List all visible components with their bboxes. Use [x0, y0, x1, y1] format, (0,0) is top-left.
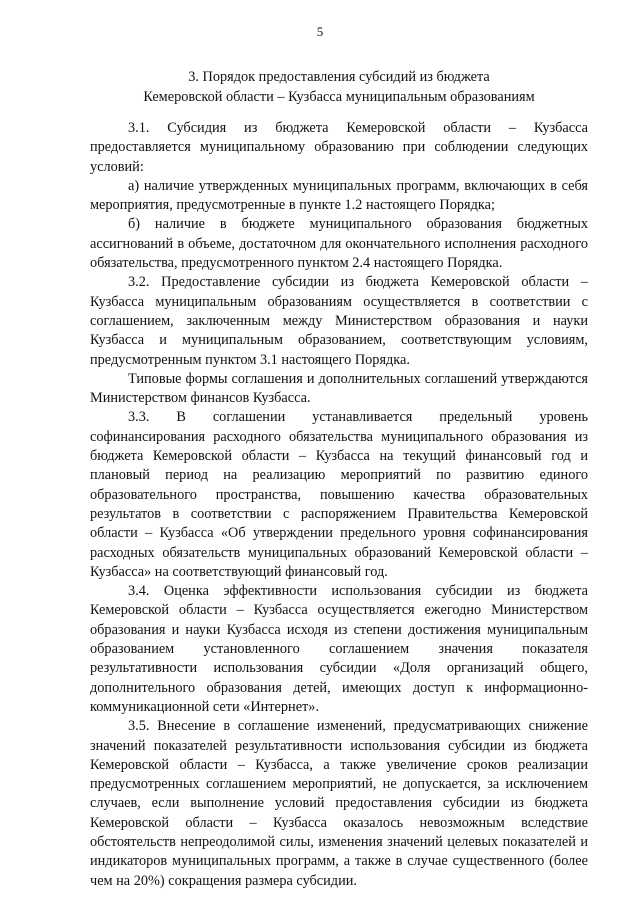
paragraph-3-1-b: б) наличие в бюджете муниципального образования бюджетных ассигнований в объеме, достаточном для окончательного исполнения расходного обязательства, предусмотренного пунктом 2.4 настоящего Порядка.: [90, 216, 588, 272]
document-body: [90, 119, 588, 891]
section-title: [90, 68, 588, 107]
section-title-line-1: 3. Порядок предоставления субсидий из бюджета: [188, 69, 490, 85]
paragraph-3-4: 3.4. Оценка эффективности использования субсидии из бюджета Кемеровской области – Кузбасса осуществляется ежегодно Министерством образования и науки Кузбасса исходя из степени достижения муниципальным образованием установленного соглашением значения показателя результативности использования субсидии «Доля организаций общего, дополнительного образования детей, имеющих доступ к информационно-коммуникационной сети «Интернет».: [90, 583, 588, 715]
paragraph-3-1: 3.1. Субсидия из бюджета Кемеровской области – Кузбасса предоставляется муниципальному образованию при соблюдении следующих условий:: [90, 120, 588, 175]
paragraph-3-2-forms: Типовые формы соглашения и дополнительных соглашений утверждаются Министерством финансов Кузбасса.: [90, 370, 588, 407]
paragraph-3-2: 3.2. Предоставление субсидии из бюджета Кемеровской области – Кузбасса муниципальным образованиям осуществляется в соответствии с соглашением, заключенным между Министерством образования и науки Кузбасса и муниципальным образованием, соответствующим условиям, предусмотренным пунктом 3.1 настоящего Порядка.: [90, 274, 588, 368]
section-title-line-2: Кемеровской области – Кузбасса муниципальным образованиям: [143, 88, 535, 105]
paragraph-3-5: 3.5. Внесение в соглашение изменений, предусматривающих снижение значений показателей результативности использования субсидии из бюджета Кемеровской области – Кузбасса, а также увеличение сроков реализации предусмотренных соглашением мероприятий, не допускается, за исключением случаев, если выполнение условий предоставления субсидии из бюджета Кемеровской области – Кузбасса оказалось невозможным вследствие обстоятельств непреодолимой силы, изменения значений целевых показателей и индикаторов муниципальных программ, а также в случае существенного (более чем на 20%) сокращения размера субсидии.: [90, 718, 588, 889]
page-number: 5: [316, 24, 324, 39]
paragraph-3-1-a: а) наличие утвержденных муниципальных программ, включающих в себя мероприятия, предусмотренные в пункте 1.2 настоящего Порядка;: [90, 177, 588, 214]
paragraph-3-3: 3.3. В соглашении устанавливается предельный уровень софинансирования расходного обязательства муниципального образования из бюджета Кемеровской области – Кузбасса на текущий финансовый год и плановый период на реализацию мероприятий по развитию единого образовательного пространства, повышению качества образовательных результатов в соответствии с распоряжением Правительства Кемеровской области – Кузбасса «Об утверждении предельного уровня софинансирования расходных обязательств муниципальных образований Кемеровской области – Кузбасса» на соответствующий финансовый год.: [90, 409, 588, 580]
